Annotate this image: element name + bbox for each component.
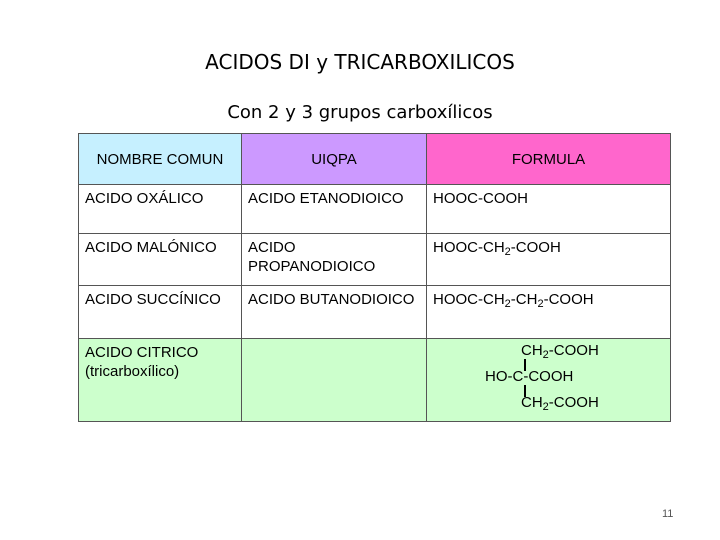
- slide-title: ACIDOS DI y TRICARBOXILICOS: [205, 50, 515, 74]
- cell-formula: HOOC-$CH_2$-COOH: [427, 234, 671, 286]
- cell-comun-line2: (tricarboxílico): [85, 363, 180, 380]
- table-row: [79, 339, 671, 422]
- cell-uiqpa: ACIDO ETANODIOICO: [242, 185, 427, 234]
- table-header-row: [79, 134, 671, 185]
- page-number: 11: [662, 508, 674, 520]
- cell-formula: HOOC-$CH_2-CH_2$-COOH: [427, 286, 671, 339]
- cell-comun-line1: ACIDO CITRICO: [85, 344, 199, 361]
- cell-formula-citric: [427, 339, 671, 422]
- cell-comun: ACIDO MALÓNICO: [79, 234, 242, 286]
- header-nombre-comun: NOMBRE COMUN: [79, 134, 242, 185]
- table-row: [79, 286, 671, 339]
- formula-line3: $CH_2$-COOH: [521, 394, 599, 413]
- header-uiqpa: UIQPA: [242, 134, 427, 185]
- header-formula: FORMULA: [427, 134, 671, 185]
- cell-uiqpa: ACIDO BUTANODIOICO: [242, 286, 427, 339]
- acids-table: [78, 133, 671, 422]
- slide-subtitle: Con 2 y 3 grupos carboxílicos: [227, 102, 493, 123]
- cell-formula: HOOC-COOH: [427, 185, 671, 234]
- cell-comun: ACIDO OXÁLICO: [79, 185, 242, 234]
- cell-comun: ACIDO SUCCÍNICO: [79, 286, 242, 339]
- cell-uiqpa: [242, 339, 427, 422]
- formula-line2: HO-C-COOH: [485, 368, 574, 385]
- citric-acid-structure: [433, 343, 664, 421]
- cell-comun: [79, 339, 242, 422]
- cell-uiqpa: ACIDO PROPANODIOICO: [242, 234, 427, 286]
- table-row: [79, 234, 671, 286]
- formula-line1: $CH_2$-COOH: [521, 342, 599, 361]
- table-row: [79, 185, 671, 234]
